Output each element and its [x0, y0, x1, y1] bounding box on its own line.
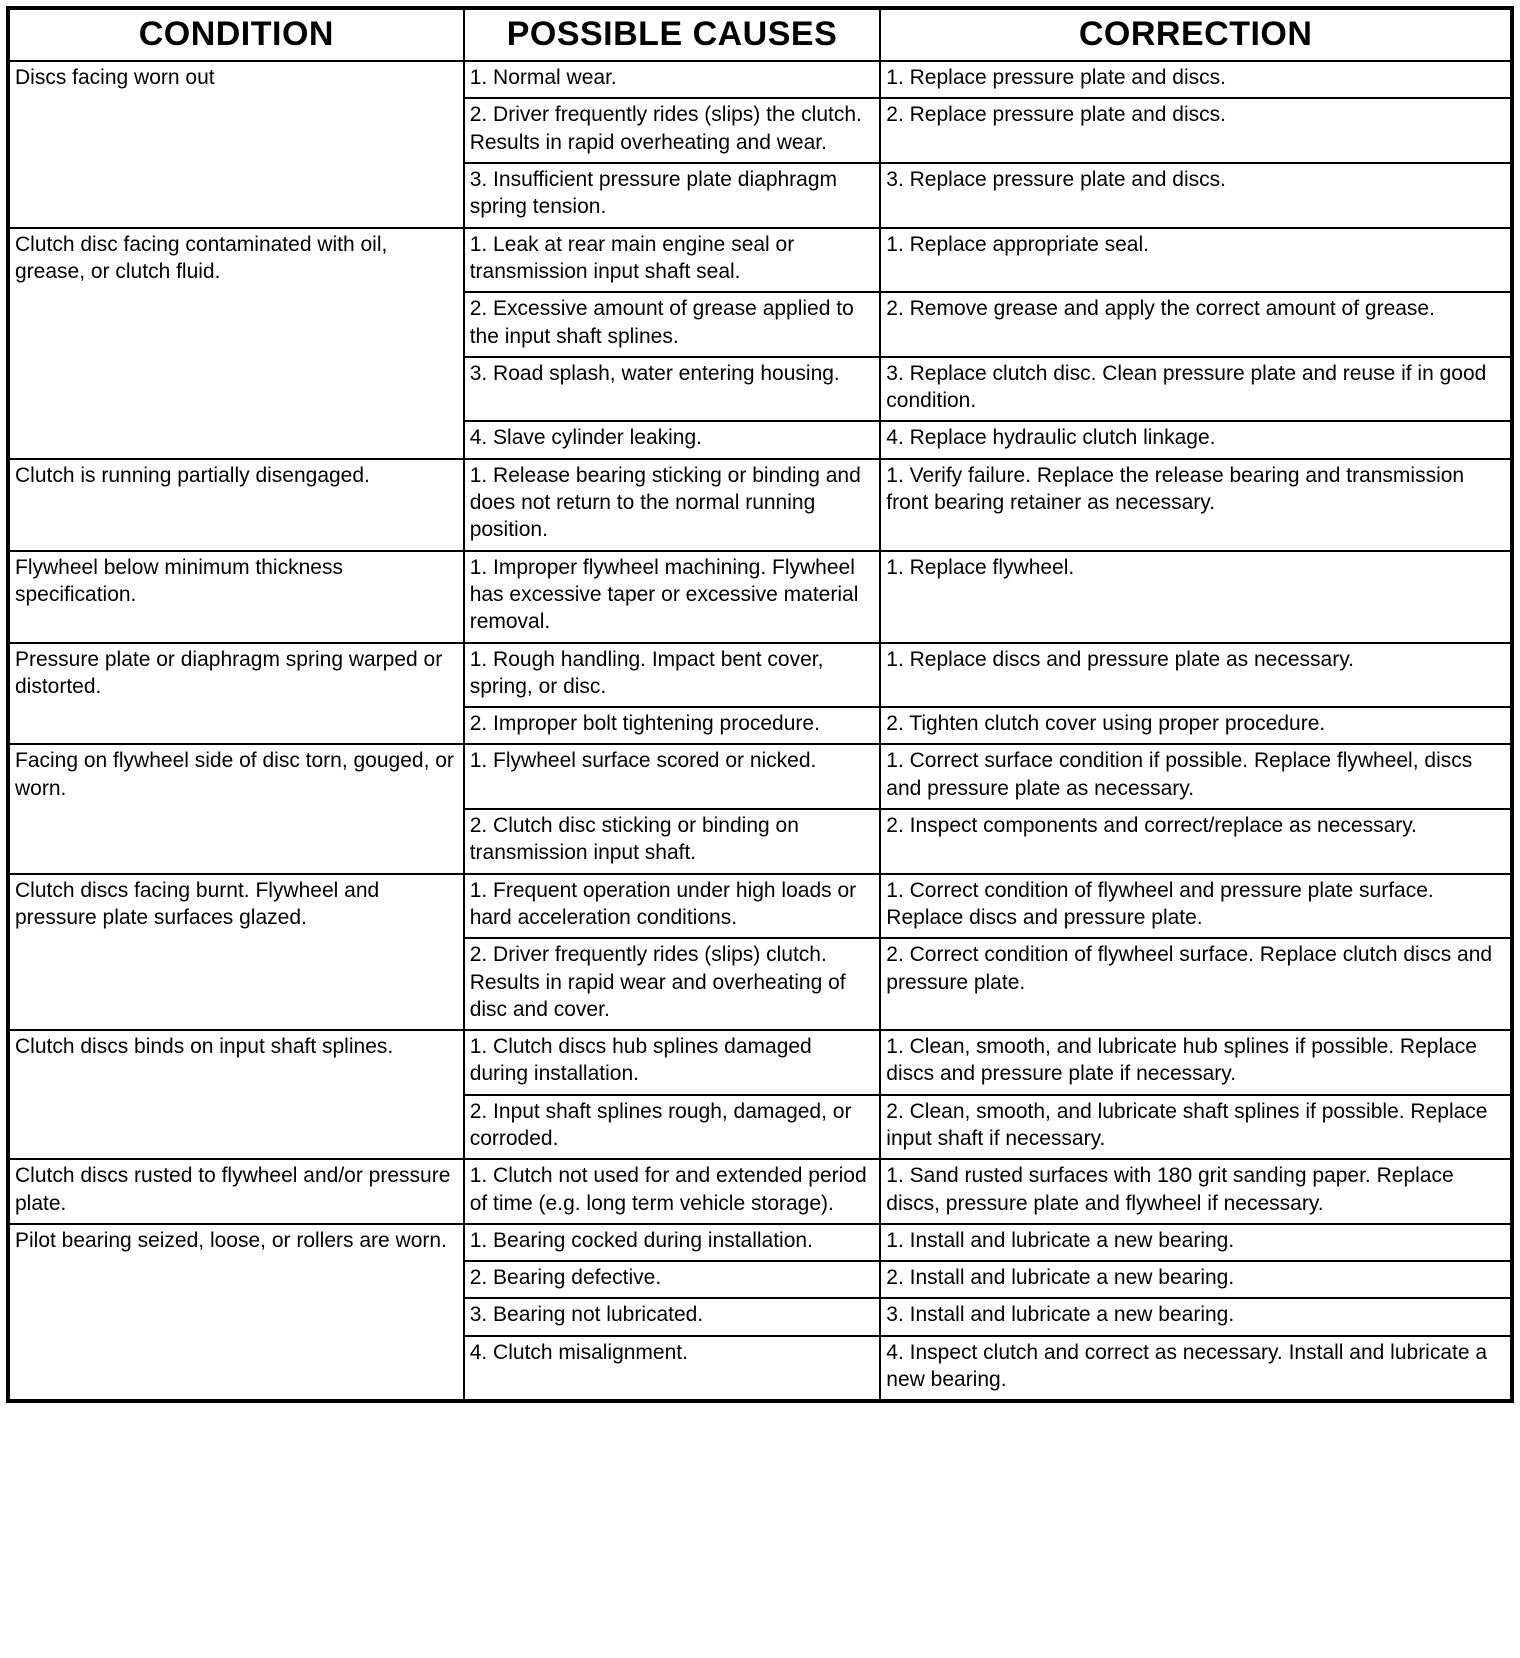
correction-cell: 3. Replace pressure plate and discs. — [880, 163, 1512, 228]
cause-cell: 1. Bearing cocked during installation. — [464, 1224, 881, 1261]
cause-cell: 1. Leak at rear main engine seal or transmission input shaft seal. — [464, 228, 881, 293]
correction-cell: 1. Clean, smooth, and lubricate hub splines if possible. Replace discs and pressure plate if necessary. — [880, 1030, 1512, 1095]
correction-cell: 1. Sand rusted surfaces with 180 grit sanding paper. Replace discs, pressure plate and flywheel if necessary. — [880, 1159, 1512, 1224]
correction-cell: 2. Install and lubricate a new bearing. — [880, 1261, 1512, 1298]
column-header-possible-causes: POSSIBLE CAUSES — [464, 8, 881, 61]
condition-cell: Flywheel below minimum thickness specification. — [8, 551, 464, 643]
condition-cell: Discs facing worn out — [8, 61, 464, 227]
table-row — [8, 459, 1512, 551]
correction-cell: 1. Correct surface condition if possible. Replace flywheel, discs and pressure plate as necessary. — [880, 744, 1512, 809]
condition-cell: Clutch discs facing burnt. Flywheel and pressure plate surfaces glazed. — [8, 874, 464, 1030]
cause-cell: 1. Improper flywheel machining. Flywheel has excessive taper or excessive material removal. — [464, 551, 881, 643]
table-row — [8, 61, 1512, 98]
correction-cell: 4. Replace hydraulic clutch linkage. — [880, 421, 1512, 458]
correction-cell: 2. Replace pressure plate and discs. — [880, 98, 1512, 163]
correction-cell: 1. Replace flywheel. — [880, 551, 1512, 643]
cause-cell: 1. Flywheel surface scored or nicked. — [464, 744, 881, 809]
cause-cell: 4. Slave cylinder leaking. — [464, 421, 881, 458]
cause-cell: 1. Normal wear. — [464, 61, 881, 98]
correction-cell: 2. Correct condition of flywheel surface. Replace clutch discs and pressure plate. — [880, 938, 1512, 1030]
correction-cell: 1. Install and lubricate a new bearing. — [880, 1224, 1512, 1261]
column-header-condition: CONDITION — [8, 8, 464, 61]
cause-cell: 1. Rough handling. Impact bent cover, spring, or disc. — [464, 643, 881, 708]
condition-cell: Pilot bearing seized, loose, or rollers are worn. — [8, 1224, 464, 1401]
correction-cell: 3. Replace clutch disc. Clean pressure plate and reuse if in good condition. — [880, 357, 1512, 422]
cause-cell: 3. Bearing not lubricated. — [464, 1298, 881, 1335]
condition-cell: Pressure plate or diaphragm spring warped or distorted. — [8, 643, 464, 745]
table-row — [8, 874, 1512, 939]
cause-cell: 1. Clutch not used for and extended period of time (e.g. long term vehicle storage). — [464, 1159, 881, 1224]
correction-cell: 4. Inspect clutch and correct as necessary. Install and lubricate a new bearing. — [880, 1336, 1512, 1402]
cause-cell: 1. Frequent operation under high loads or hard acceleration conditions. — [464, 874, 881, 939]
cause-cell: 2. Excessive amount of grease applied to the input shaft splines. — [464, 292, 881, 357]
cause-cell: 1. Clutch discs hub splines damaged during installation. — [464, 1030, 881, 1095]
table-row — [8, 551, 1512, 643]
cause-cell: 2. Clutch disc sticking or binding on transmission input shaft. — [464, 809, 881, 874]
table-row — [8, 1159, 1512, 1224]
table-row — [8, 228, 1512, 293]
cause-cell: 1. Release bearing sticking or binding and does not return to the normal running position. — [464, 459, 881, 551]
correction-cell: 1. Correct condition of flywheel and pressure plate surface. Replace discs and pressure plate. — [880, 874, 1512, 939]
condition-cell: Clutch discs binds on input shaft splines. — [8, 1030, 464, 1159]
table-row — [8, 1030, 1512, 1095]
cause-cell: 2. Bearing defective. — [464, 1261, 881, 1298]
cause-cell: 3. Road splash, water entering housing. — [464, 357, 881, 422]
table-row — [8, 1224, 1512, 1261]
correction-cell: 2. Clean, smooth, and lubricate shaft splines if possible. Replace input shaft if necessary. — [880, 1095, 1512, 1160]
condition-cell: Clutch discs rusted to flywheel and/or pressure plate. — [8, 1159, 464, 1224]
cause-cell: 2. Driver frequently rides (slips) the clutch. Results in rapid overheating and wear. — [464, 98, 881, 163]
correction-cell: 1. Replace pressure plate and discs. — [880, 61, 1512, 98]
clutch-troubleshooting-table — [6, 6, 1514, 1403]
correction-cell: 3. Install and lubricate a new bearing. — [880, 1298, 1512, 1335]
condition-cell: Facing on flywheel side of disc torn, gouged, or worn. — [8, 744, 464, 873]
cause-cell: 4. Clutch misalignment. — [464, 1336, 881, 1402]
correction-cell: 2. Inspect components and correct/replace as necessary. — [880, 809, 1512, 874]
condition-cell: Clutch is running partially disengaged. — [8, 459, 464, 551]
cause-cell: 3. Insufficient pressure plate diaphragm spring tension. — [464, 163, 881, 228]
condition-cell: Clutch disc facing contaminated with oil, grease, or clutch fluid. — [8, 228, 464, 459]
correction-cell: 2. Tighten clutch cover using proper procedure. — [880, 707, 1512, 744]
table-header-row — [8, 8, 1512, 61]
table-row — [8, 643, 1512, 708]
correction-cell: 2. Remove grease and apply the correct amount of grease. — [880, 292, 1512, 357]
cause-cell: 2. Improper bolt tightening procedure. — [464, 707, 881, 744]
table-body — [8, 61, 1512, 1401]
correction-cell: 1. Replace appropriate seal. — [880, 228, 1512, 293]
correction-cell: 1. Verify failure. Replace the release bearing and transmission front bearing retainer as necessary. — [880, 459, 1512, 551]
correction-cell: 1. Replace discs and pressure plate as necessary. — [880, 643, 1512, 708]
table-row — [8, 744, 1512, 809]
cause-cell: 2. Driver frequently rides (slips) clutch. Results in rapid wear and overheating of disc and cover. — [464, 938, 881, 1030]
cause-cell: 2. Input shaft splines rough, damaged, or corroded. — [464, 1095, 881, 1160]
column-header-correction: CORRECTION — [880, 8, 1512, 61]
